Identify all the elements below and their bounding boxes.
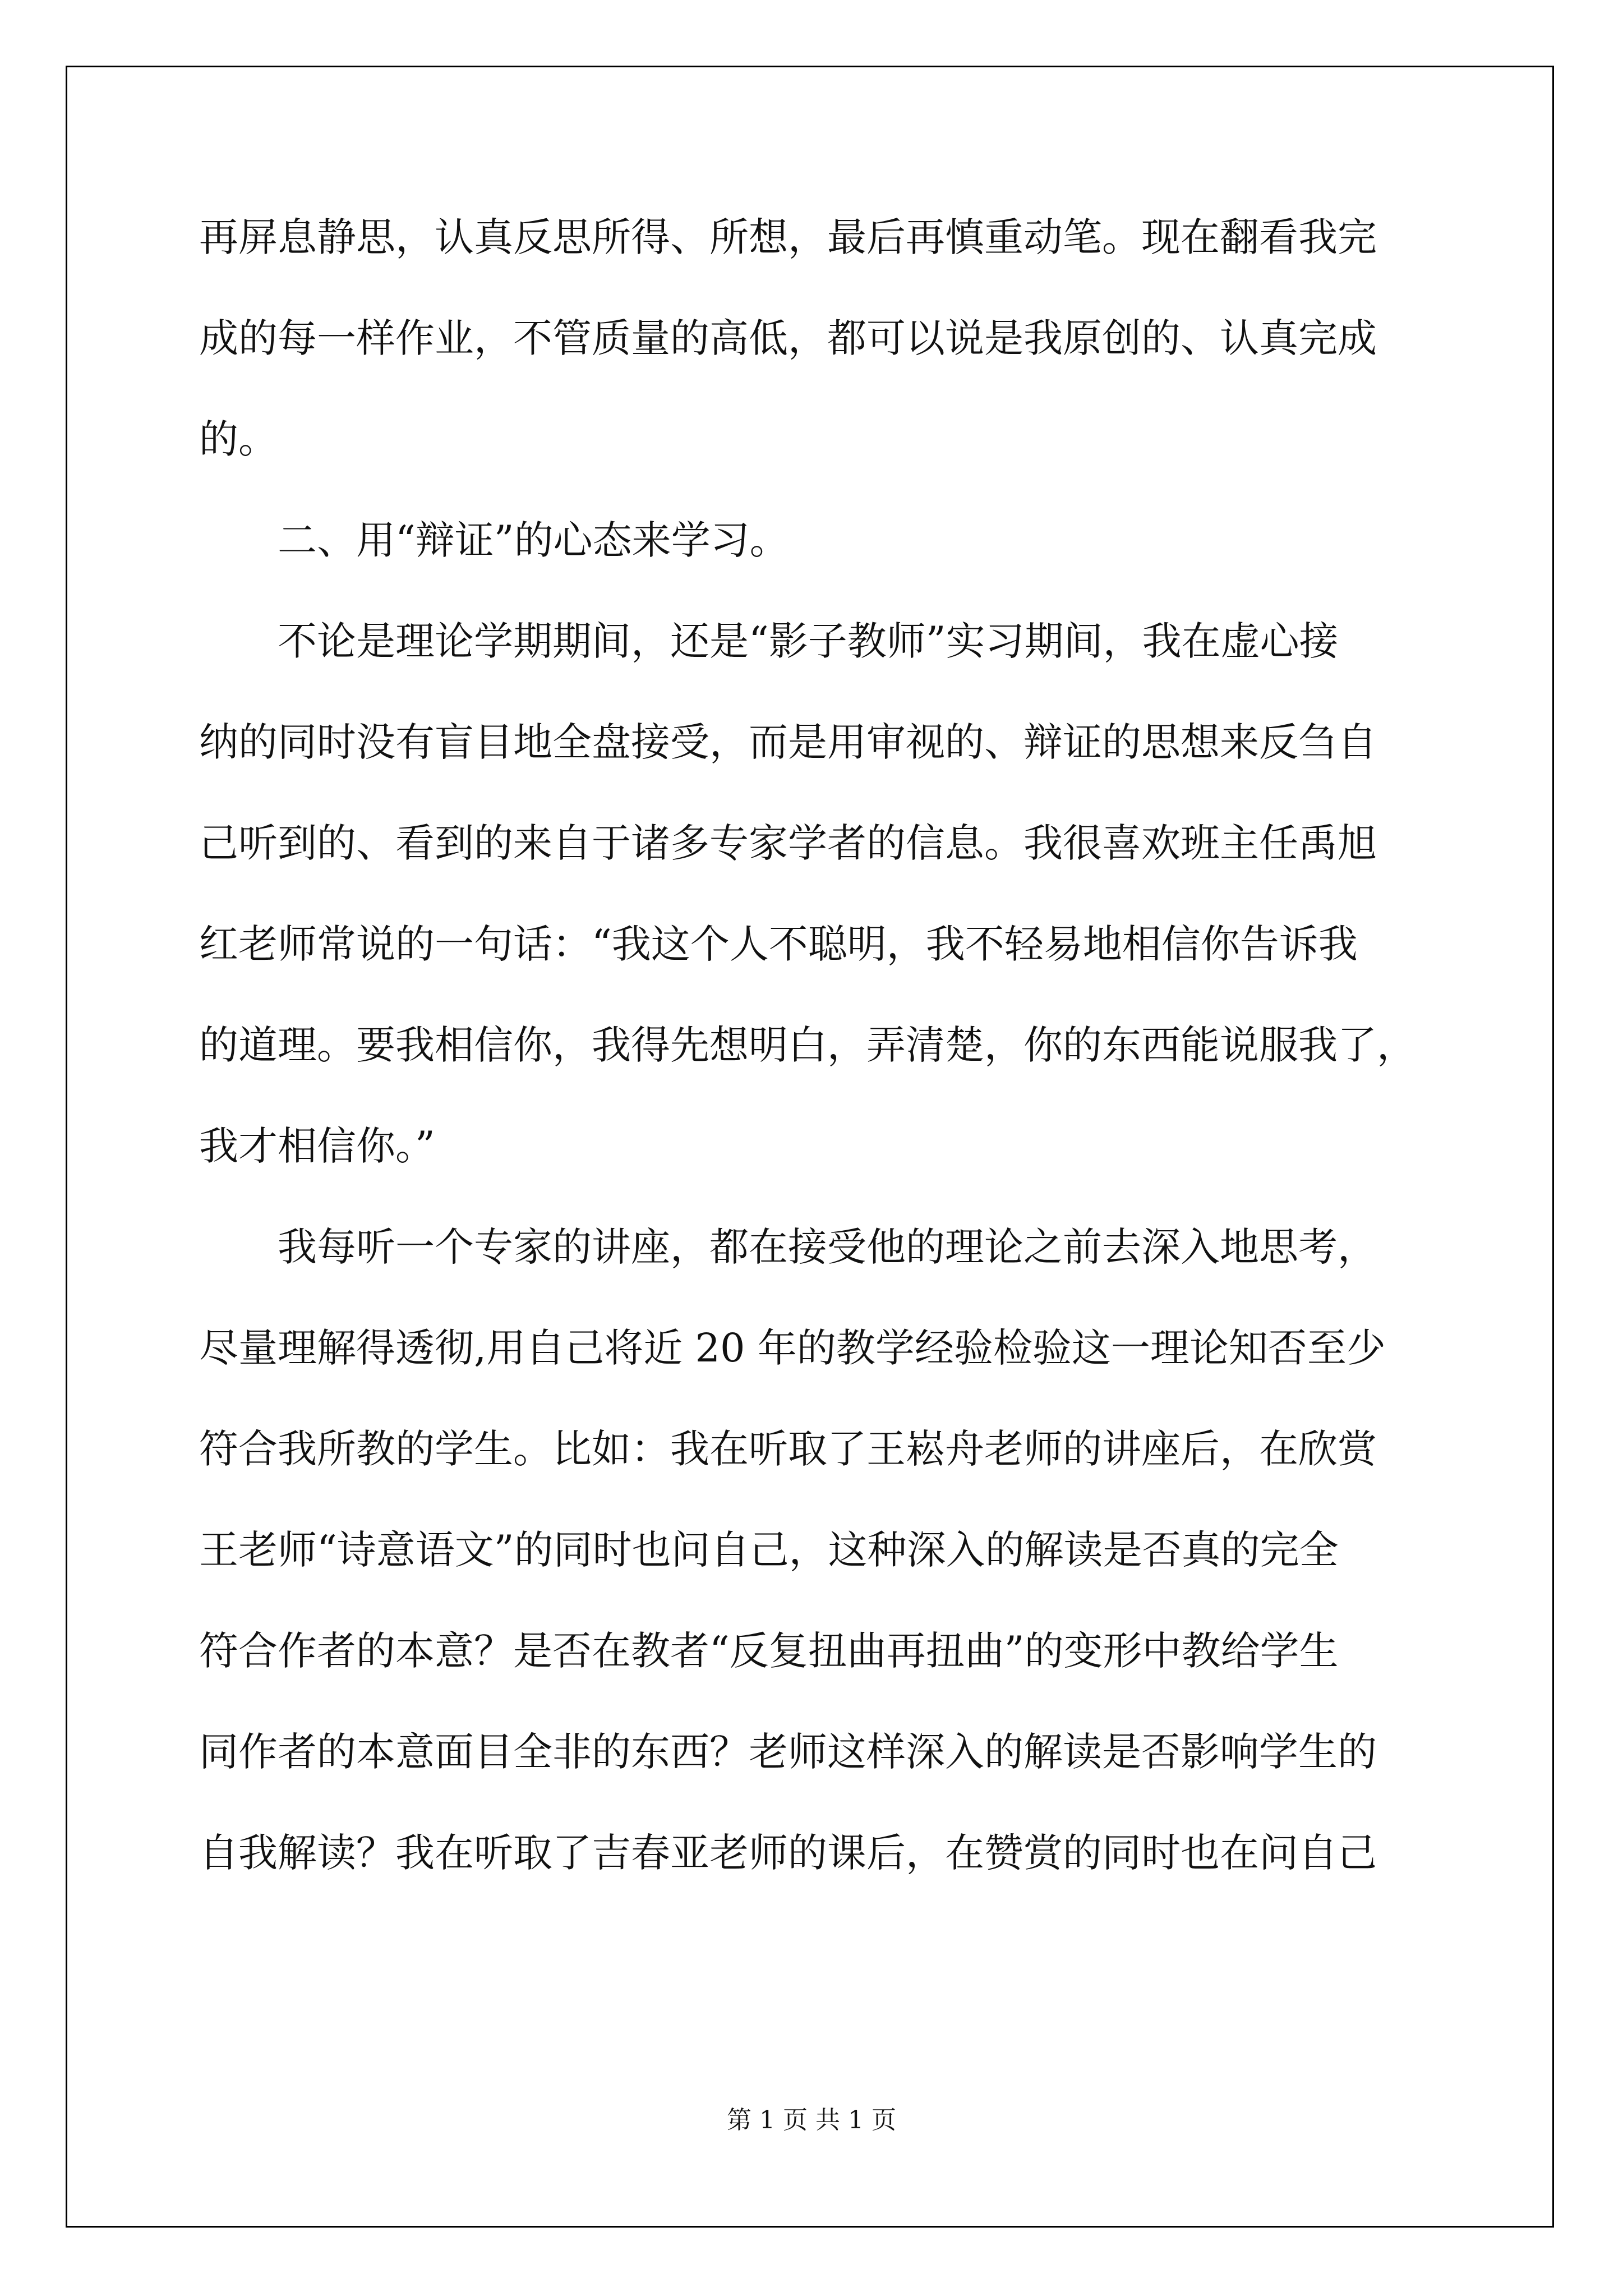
text-line: 再屏息静思，认真反思所得、所想，最后再慎重动笔。现在翻看我完 [199,214,1377,260]
text-line: 己听到的、看到的来自于诸多专家学者的信息。我很喜欢班主任禹旭 [199,820,1377,866]
text-line: 自我解读？我在听取了吉春亚老师的课后，在赞赏的同时也在问自己 [199,1830,1377,1876]
text-line: 我才相信你。” [199,1123,435,1169]
text-line: 不论是理论学期期间，还是“影子教师”实习期间，我在虚心接 [278,618,1339,664]
text-line: 同作者的本意面目全非的东西？老师这样深入的解读是否影响学生的 [199,1729,1377,1775]
text-line: 尽量理解得透彻,用自己将近 20 年的教学经验检验这一理论知否至少 [199,1325,1386,1371]
text-line: 的。 [199,416,278,462]
text-line: 的道理。要我相信你，我得先想明白，弄清楚，你的东西能说服我了， [199,1022,1416,1068]
text-line: 成的每一样作业，不管质量的高低，都可以说是我原创的、认真完成 [199,315,1377,361]
section-heading: 二、用“辩证”的心态来学习。 [278,517,789,563]
text-line: 符合我所教的学生。比如：我在听取了王崧舟老师的讲座后，在欣赏 [199,1426,1377,1472]
text-line: 红老师常说的一句话：“我这个人不聪明，我不轻易地相信你告诉我 [199,921,1358,967]
text-line: 王老师“诗意语文”的同时也问自己，这种深入的解读是否真的完全 [199,1527,1339,1573]
text-line: 符合作者的本意？是否在教者“反复扭曲再扭曲”的变形中教给学生 [199,1628,1339,1674]
text-line: 纳的同时没有盲目地全盘接受，而是用审视的、辩证的思想来反刍自 [199,719,1377,765]
page-footer: 第 1 页 共 1 页 [727,2106,896,2134]
text-line: 我每听一个专家的讲座，都在接受他的理论之前去深入地思考， [278,1224,1377,1270]
